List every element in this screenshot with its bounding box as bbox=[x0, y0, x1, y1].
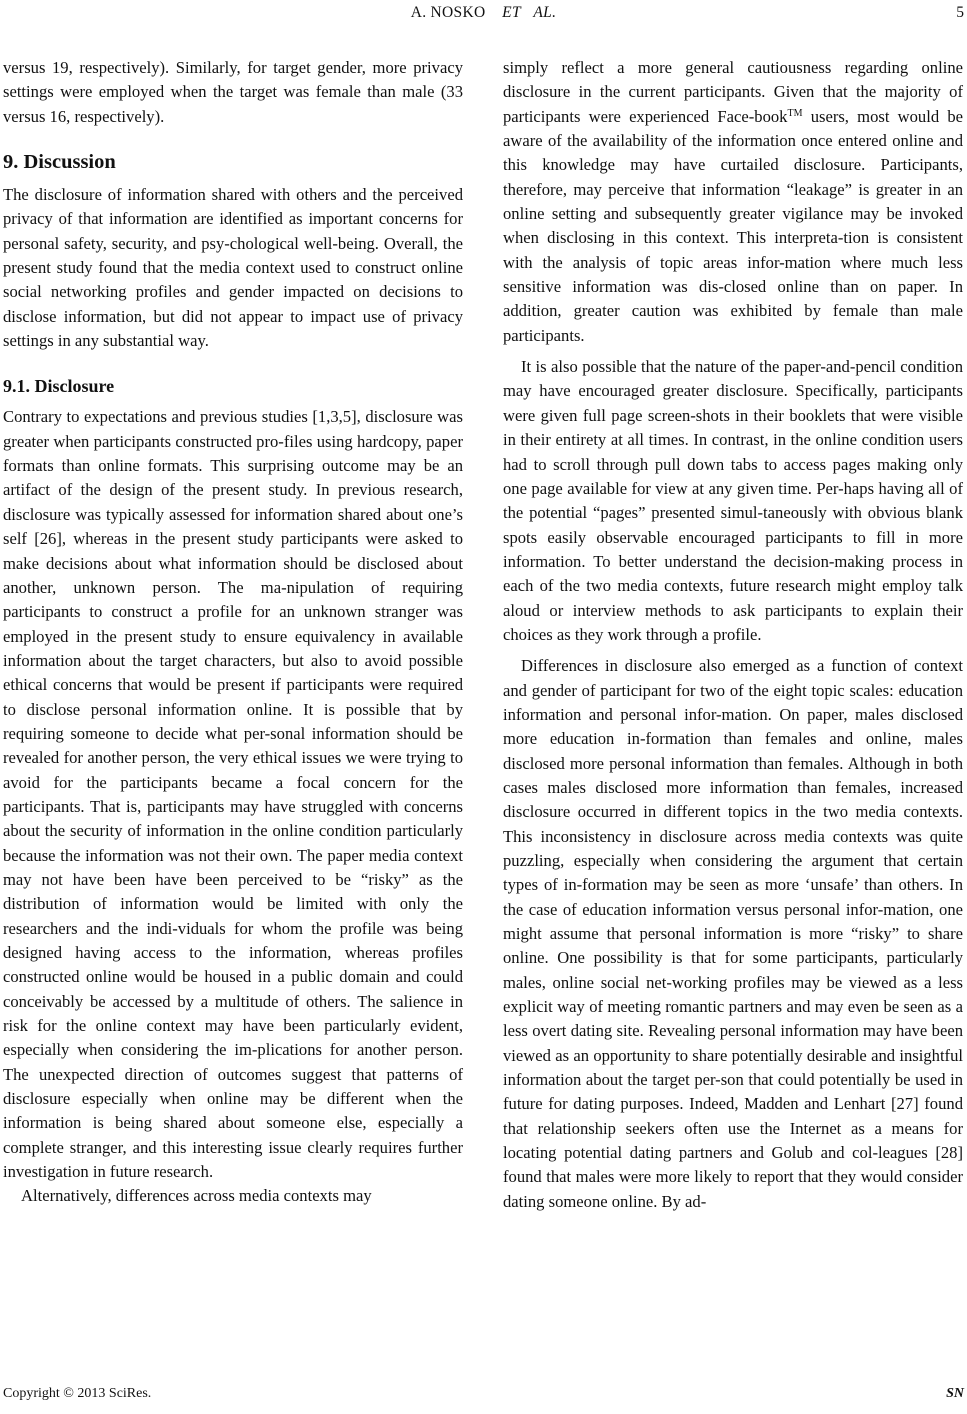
paragraph: Differences in disclosure also emerged as a function of context and gender of participant for two of the eight topic scales: education information and personal infor-mation. On paper, males disclosed more education in-formation than females and online, males disclosed more personal information than females. Although in both cases males disclosed more information than females, increased disclosure occurred in different topics in the two media contexts. This inconsistency in disclosure across media contexts was quite puzzling, especially when considering the argument that certain types of in-formation may be seen as more ‘unsafe’ than others. In the case of education information versus personal infor-mation, one might assume that personal information is more “risky” to share online. One possibility is that for some participants, particularly males, online social net-working profiles may be viewed as a less explicit way of meeting romantic partners and may even be seen as a less overt dating site. Revealing personal information may have been viewed as an opportunity to share potentially desirable and insightful information about the target per-son that could potentially be used in future for dating purposes. Indeed, Madden and Lenhart [27] found that relationship seekers often use the Internet as a means for locating potential dating partners and Golub and col-leagues [28] found that males were more likely to report that they would consider dating someone online. By ad- bbox=[503, 656, 963, 1211]
journal-abbreviation: SN bbox=[946, 1386, 964, 1401]
copyright-notice: Copyright © 2013 SciRes. bbox=[3, 1386, 152, 1401]
text-run: users, most would be aware of the availability of the information once entered online and this knowledge may have curtailed disclosure. Participants, therefore, may perceive that information “leakage” is greater in an online setting and subsequently greater vigilance may be invoked when disclosing in this context. This interpreta-tion is consistent with the analysis of topic areas infor-mation where much less sensitive information was dis-closed online than on paper. In addition, greater caution was exhibited by female than male participants. bbox=[503, 106, 963, 345]
paragraph: Alternatively, differences across media contexts may bbox=[21, 1186, 372, 1206]
al-text: AL. bbox=[533, 4, 557, 21]
running-header-authors bbox=[0, 2, 967, 24]
author-name: A. NOSKO bbox=[410, 4, 486, 21]
paragraph bbox=[503, 56, 963, 348]
text-run: simply reflect a more general cautiousness regarding online disclosure in the current participants. Given that the majority of participants were experienced Face-book bbox=[503, 58, 963, 126]
left-column bbox=[3, 56, 463, 1209]
page-number: 5 bbox=[956, 4, 964, 21]
paragraph: The disclosure of information shared with others and the perceived privacy of that information are identified as important concerns for personal safety, security, and psy-chological well-being. Overall, the present study found that the media context used to construct online social networking profiles and gender impacted on decisions to disclose information, but did not appear to impact use of privacy settings in any substantial way. bbox=[3, 185, 463, 351]
right-column bbox=[503, 56, 963, 1214]
paragraph: Contrary to expectations and previous studies [1,3,5], disclosure was greater when participants constructed pro-files using hardcopy, paper formats than online formats. This surprising outcome may be an artifact of the design of the present study. In previous research, disclosure was typically assessed for information shared about one’s self [26], whereas in the present study participants were asked to make decisions about what information should be disclosed about another, unknown person. The ma-nipulation of requiring participants to construct a profile for an unknown stranger was employed in the present study to ensure equivalency in available information about the target characters, but also to avoid possible ethical concerns that would be present if participants were required to disclose personal information online. It is possible that by requiring someone to decide what per-sonal information should be revealed for another person, the very ethical issues we were trying to avoid for the participants became a focal concern for the participants. That is, participants may have struggled with concerns about the security of information in the online condition particularly because the information was not their own. The paper media context may not have been have been perceived to be “risky” as the distribution of information would be limited with only the researchers and the indi-viduals for whom the profile was being designed having access to the information, whereas profiles constructed online would be housed in a public domain and could conceivably be accessed by a multitude of others. The salience in risk for the online context may have been particularly evident, especially when considering the im-plications for another person. The unexpected direction of outcomes suggest that patterns of disclosure especially when online may be different when the information is being shared about someone else, especially a complete stranger, and this interesting issue clearly requires further investigation in future research. bbox=[3, 407, 463, 1182]
paragraph: versus 19, respectively). Similarly, for target gender, more privacy settings were employed when the target was female than male (33 versus 16, respectively). bbox=[3, 58, 463, 126]
et-text: ET bbox=[502, 4, 521, 21]
running-header bbox=[0, 2, 967, 24]
paragraph: It is also possible that the nature of the paper-and-pencil condition may have encouraged greater disclosure. Specifically, participants were given full page screen-shots in their booklets that were visible in their entirety at all times. In contrast, in the online condition users had to scroll through pull down tabs to access pages making only one page available for view at any given time. Per-haps having all of the potential “pages” presented simul-taneously with obvious blank spots easily observable encouraged participants to fill in more information. To better understand the decision-making process in each of the two media contexts, future research might employ talk aloud or interview methods to ask participants to explain their choices as they work through a profile. bbox=[503, 357, 963, 644]
page-footer bbox=[0, 1383, 967, 1405]
section-heading: 9. Discussion bbox=[3, 151, 116, 174]
subsection-heading: 9.1. Disclosure bbox=[3, 376, 115, 397]
trademark-superscript: TM bbox=[787, 107, 803, 119]
